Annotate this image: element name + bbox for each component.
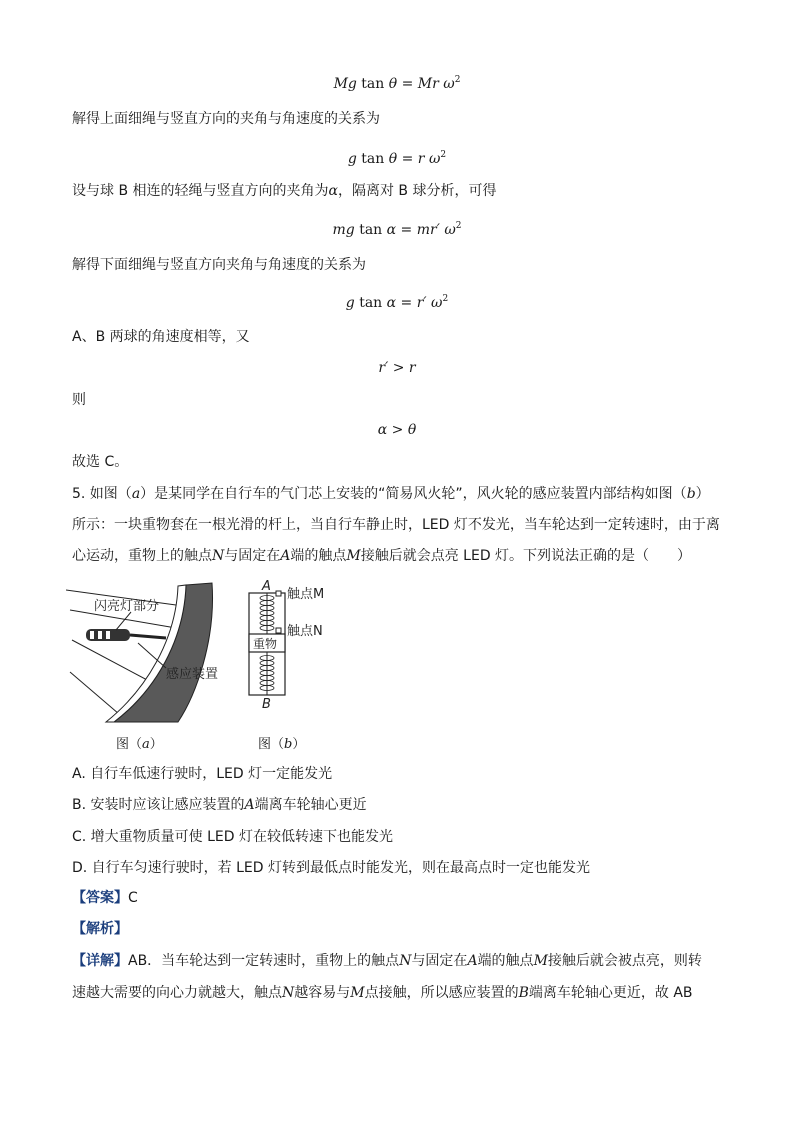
text-line-6: 故选 C。 [72,454,129,470]
text-line-3: 解得下面细绳与竖直方向夹角与角速度的关系为 [72,257,366,273]
symbol-B: B [518,985,529,1001]
question-5-line-3 [72,546,691,566]
option-c: C. 增大重物质量可使 LED 灯在较低转速下也能发光 [72,829,394,845]
eq2-exp: 2 [440,150,447,160]
equation-3 [0,216,794,240]
caption-letter: b [284,737,293,752]
option-a: A. 自行车低速行驶时，LED 灯一定能发光 [72,766,333,782]
answer-tag: 【答案】 [72,890,128,906]
question-5-line-2: 所示：一块重物套在一根光滑的杆上，当自行车静止时，LED 灯不发光，当车轮达到一定转速时，由于离 [72,517,720,533]
caption-letter: a [142,737,150,752]
symbol-A: A [467,953,478,969]
text-line-2 [72,181,497,201]
question-5-line-1 [72,484,710,504]
detail-text: 端的触点 [477,953,534,969]
eq1-left: Mg [333,76,357,92]
eq1-func: tan [356,76,389,92]
eq2-func: tan [356,151,389,167]
symbol-N: N [399,953,412,969]
symbol-A: A [244,797,255,813]
eq3-exp: 2 [455,221,462,231]
equation-2 [0,145,794,169]
detail-text: 端离车轮轴心更近，故 AB [528,985,693,1001]
answer-line [72,888,138,908]
q5-text: ） [695,486,710,502]
fig-a-ref: a [131,486,141,502]
analysis-line [72,919,128,939]
symbol-N: N [282,985,295,1001]
eq2-left: g [347,151,357,167]
caption-text: 图（ [258,737,285,752]
label-B: B [262,697,271,712]
equation-1 [0,70,794,94]
eq4-left: g [345,295,355,311]
symbol-M: M [350,985,365,1001]
equation-5: r′ > r [378,360,416,376]
q5-text: 心运动，重物上的触点 [72,548,212,564]
q5-text: 接触后就会点亮 LED 灯。下列说法正确的是（ ） [360,548,692,564]
figure-b [240,576,350,712]
q5-text: 5. 如图（ [72,486,132,502]
eq4-func: tan [354,295,387,311]
label-contact-M: 触点M [287,587,325,602]
fig-b-ref: b [686,486,696,502]
detail-line-1 [72,951,702,971]
detail-text: 与固定在 [411,953,468,969]
detail-line-2 [72,983,693,1003]
label-weight: 重物 [253,637,278,651]
text-line-4: A、B 两球的角速度相等，又 [72,329,250,345]
option-b [72,795,367,815]
figure-b-caption [258,733,305,752]
equation-4 [0,289,794,313]
caption-text: ） [292,737,306,752]
caption-text: 图（ [116,737,143,752]
symbol-M: M [533,953,548,969]
q5-text: 端的触点 [290,548,347,564]
label-contact-N: 触点N [287,624,323,639]
line2-part-a: 设与球 B 相连的轻绳与竖直方向的夹角为 [72,183,329,199]
symbol-A: A [280,548,291,564]
option-b-text: 端离车轮轴心更近 [254,797,367,813]
text-line-1: 解得上面细绳与竖直方向的夹角与角速度的关系为 [72,111,380,127]
eq3-left: mg [332,222,355,238]
symbol-N: N [212,548,225,564]
detail-text: AB．当车轮达到一定转速时，重物上的触点 [128,953,400,969]
eq4-exp: 2 [442,294,449,304]
eq4-rhs: α = r′ ω [386,295,443,311]
eq1-exp: 2 [454,75,461,85]
label-A: A [262,579,271,594]
eq3-rhs: α = mr′ ω [386,222,456,238]
detail-text: 点接触，所以感应装置的 [364,985,519,1001]
detail-text: 越容易与 [294,985,351,1001]
figure-a-caption [116,733,163,752]
detail-text: 速越大需要的向心力就越大，触点 [72,985,282,1001]
analysis-tag: 【解析】 [72,921,128,937]
label-sensor: 感应装置 [166,667,219,682]
detail-tag: 【详解】 [72,953,128,969]
label-flash-part: 闪亮灯部分 [94,599,160,614]
line2-part-b: ，隔离对 B 球分析，可得 [337,183,497,199]
text-line-5: 则 [72,392,86,408]
option-b-text: B. 安装时应该让感应装置的 [72,797,245,813]
equation-6: α > θ [377,422,417,438]
q5-text: ）是某同学在自行车的气门芯上安装的“简易风火轮”，风火轮的感应装置内部结构如图（ [140,486,687,502]
eq1-rhs: θ = Mr ω [388,76,455,92]
caption-text: ） [149,737,163,752]
symbol-M: M [346,548,361,564]
figure-a [66,580,226,730]
option-d: D. 自行车匀速行驶时，若 LED 灯转到最低点时能发光，则在最高点时一定也能发光 [72,860,591,876]
alpha-symbol: α [328,183,338,199]
eq3-func: tan [354,222,387,238]
eq2-rhs: θ = r ω [388,151,441,167]
q5-text: 与固定在 [224,548,281,564]
detail-text: 接触后就会被点亮，则转 [547,953,702,969]
answer-value: C [128,890,138,906]
